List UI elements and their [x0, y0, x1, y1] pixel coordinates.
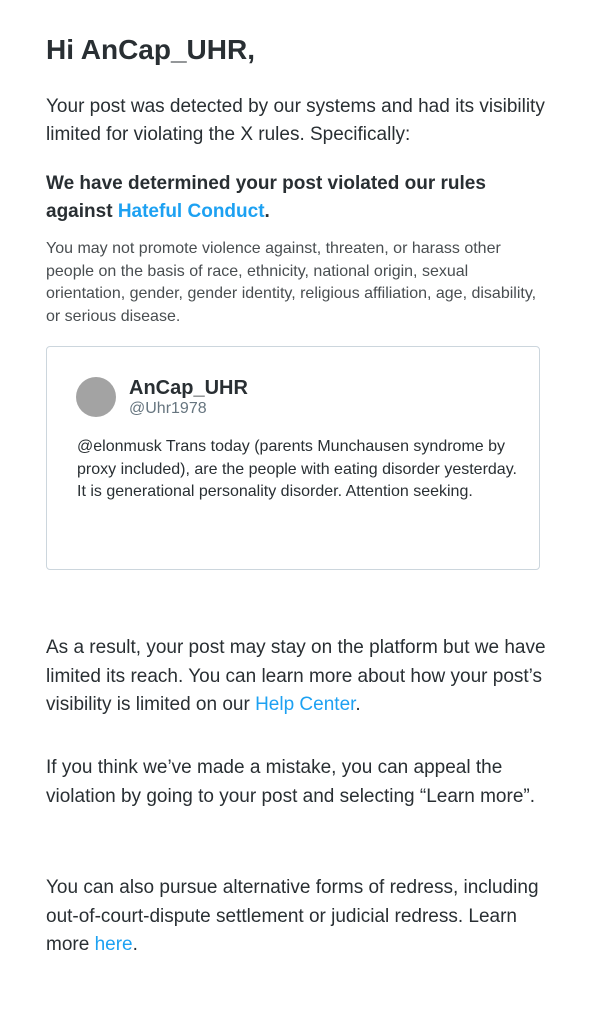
policy-description: You may not promote violence against, threaten, or harass other people on the basis of race, ethnicity, national origin, sexual orientation, gender, gender identity, religious affiliation, age, disability, or serious disease. — [46, 240, 537, 325]
post-author-handle: @Uhr1978 — [129, 400, 207, 417]
hateful-conduct-link[interactable]: Hateful Conduct — [117, 201, 265, 222]
redress-paragraph — [46, 874, 551, 960]
help-center-link[interactable]: Help Center — [255, 694, 356, 716]
verdict-text-after: . — [264, 201, 270, 222]
post-author-name: AnCap_UHR — [129, 377, 248, 399]
redress-here-link[interactable]: here — [94, 934, 133, 956]
result-paragraph — [46, 634, 551, 720]
avatar — [76, 377, 116, 417]
verdict-text-before: We have determined your post violated our rules against — [46, 173, 486, 222]
appeal-paragraph: If you think we’ve made a mistake, you can appeal the violation by going to your post and selecting “Learn more”. — [46, 757, 535, 807]
greeting-heading: Hi AnCap_UHR, — [46, 34, 255, 65]
redress-text-before: You can also pursue alternative forms of redress, including out-of-court-dispute settlement or judicial redress. Learn more — [46, 877, 539, 956]
result-text-after: . — [355, 694, 361, 716]
redress-text-after: . — [132, 934, 138, 956]
result-text-before: As a result, your post may stay on the platform but we have limited its reach. You can learn more about how your post’s visibility is limited on our — [46, 637, 546, 716]
verdict-text — [46, 170, 546, 226]
post-card — [46, 346, 540, 570]
post-text: @elonmusk Trans today (parents Munchausen syndrome by proxy included), are the people with eating disorder yesterday. It is generational personality disorder. Attention seeking. — [77, 438, 517, 500]
intro-text: Your post was detected by our systems and had its visibility limited for violating the X rules. Specifically: — [46, 96, 545, 145]
